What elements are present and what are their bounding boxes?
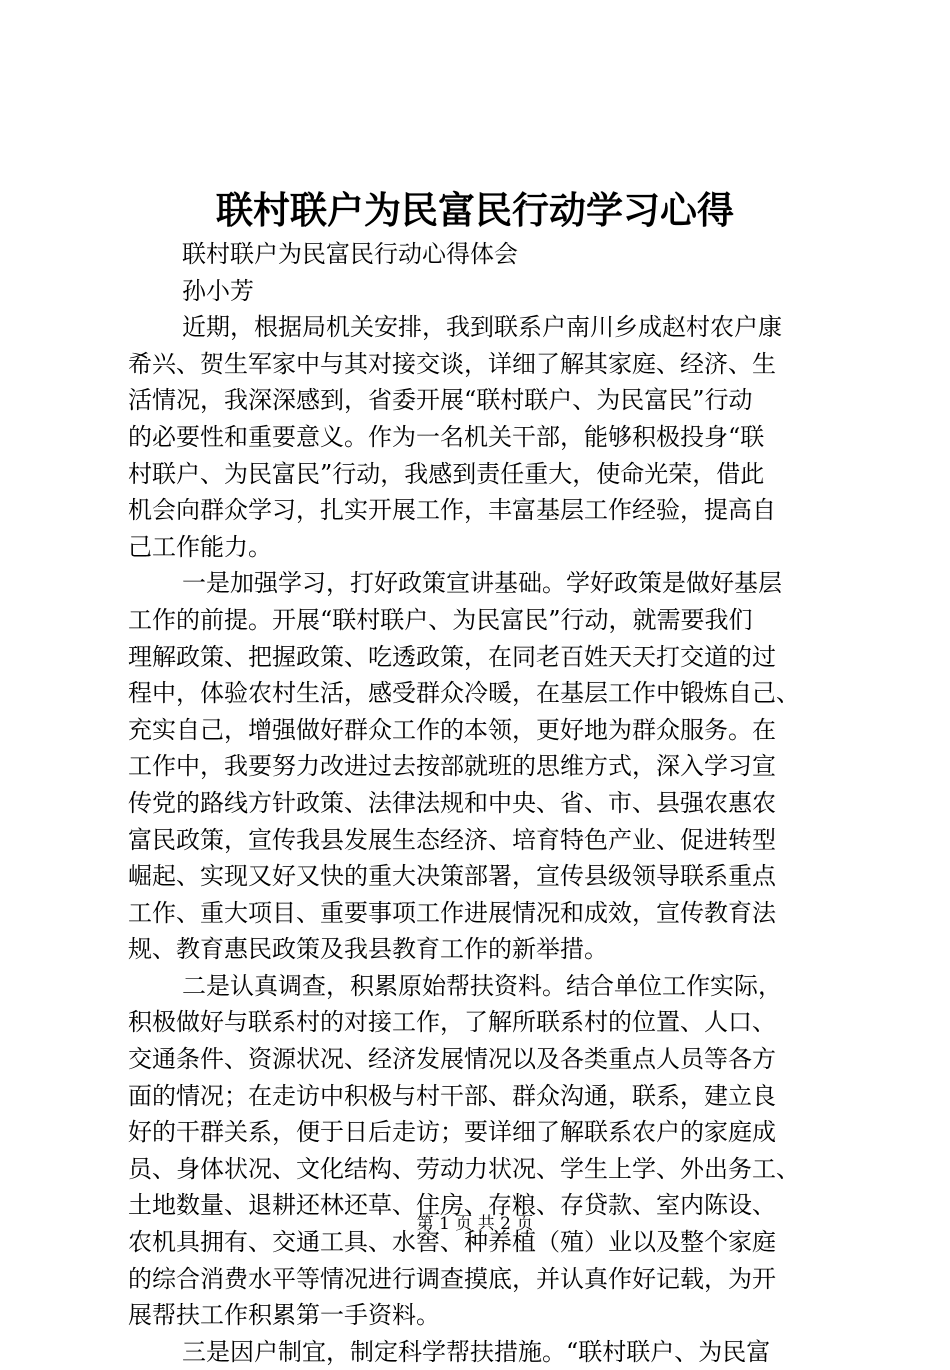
paragraph-line: 三是因户制宜，制定科学帮扶措施。“联村联户、为民富 (182, 1337, 771, 1366)
paragraph-line: 理解政策、把握政策、吃透政策，在同老百姓天天打交道的过 (128, 642, 776, 671)
paragraph-line: 土地数量、退耕还林还草、住房、存粮、存贷款、室内陈设、 (128, 1191, 776, 1220)
paragraph-line: 的综合消费水平等情况进行调查摸底，并认真作好记载，为开 (128, 1264, 776, 1293)
paragraph-line: 好的干群关系，便于日后走访；要详细了解联系农户的家庭成 (128, 1118, 776, 1147)
paragraph-line: 机会向群众学习，扎实开展工作，丰富基层工作经验，提高自 (128, 496, 776, 525)
paragraph-line: 充实自己，增强做好群众工作的本领，更好地为群众服务。在 (128, 715, 776, 744)
paragraph-line: 工作中，我要努力改进过去按部就班的思维方式，深入学习宣 (128, 752, 776, 781)
paragraph-line: 面的情况；在走访中积极与村干部、群众沟通，联系，建立良 (128, 1081, 776, 1110)
paragraph-line: 展帮扶工作积累第一手资料。 (128, 1301, 440, 1330)
paragraph-line: 农机具拥有、交通工具、水窖、种养植（殖）业以及整个家庭 (128, 1228, 776, 1257)
page-footer: 第 1 页 共 2 页 (416, 1214, 534, 1234)
author-line: 孙小芳 (182, 276, 254, 305)
paragraph-line: 员、身体状况、文化结构、劳动力状况、学生上学、外出务工、 (128, 1154, 800, 1183)
paragraph-line: 一是加强学习，打好政策宣讲基础。学好政策是做好基层 (182, 569, 782, 598)
paragraph-line: 崛起、实现又好又快的重大决策部署，宣传县级领导联系重点 (128, 862, 776, 891)
paragraph-line: 工作的前提。开展“联村联户、为民富民”行动，就需要我们 (128, 605, 753, 634)
document-body (128, 236, 838, 1370)
paragraph-line: 规、教育惠民政策及我县教育工作的新举措。 (128, 935, 608, 964)
paragraph-line: 工作、重大项目、重要事项工作进展情况和成效，宣传教育法 (128, 898, 776, 927)
subtitle-line: 联村联户为民富民行动心得体会 (182, 240, 518, 268)
paragraph-line: 程中，体验农村生活，感受群众冷暖，在基层工作中锻炼自己、 (128, 679, 800, 708)
paragraph-line: 二是认真调查，积累原始帮扶资料。结合单位工作实际， (182, 971, 782, 1000)
paragraph-line: 活情况，我深深感到，省委开展“联村联户、为民富民”行动 (128, 386, 753, 415)
paragraph-line: 己工作能力。 (128, 532, 272, 561)
paragraph-line: 积极做好与联系村的对接工作，了解所联系村的位置、人口、 (128, 1008, 776, 1037)
paragraph-line: 近期，根据局机关安排，我到联系户南川乡成赵村农户康 (182, 313, 782, 342)
paragraph-line: 富民政策，宣传我县发展生态经济、培育特色产业、促进转型 (128, 825, 776, 854)
paragraph-line: 的必要性和重要意义。作为一名机关干部，能够积极投身“联 (128, 422, 765, 451)
paragraph-line: 村联户、为民富民”行动，我感到责任重大，使命光荣，借此 (128, 459, 765, 488)
paragraph-line: 传党的路线方针政策、法律法规和中央、省、市、县强农惠农 (128, 788, 776, 817)
paragraph-line: 希兴、贺生军家中与其对接交谈，详细了解其家庭、经济、生 (128, 349, 776, 378)
page-title: 联村联户为民富民行动学习心得 (216, 188, 734, 232)
paragraph-line: 交通条件、资源状况、经济发展情况以及各类重点人员等各方 (128, 1045, 776, 1074)
